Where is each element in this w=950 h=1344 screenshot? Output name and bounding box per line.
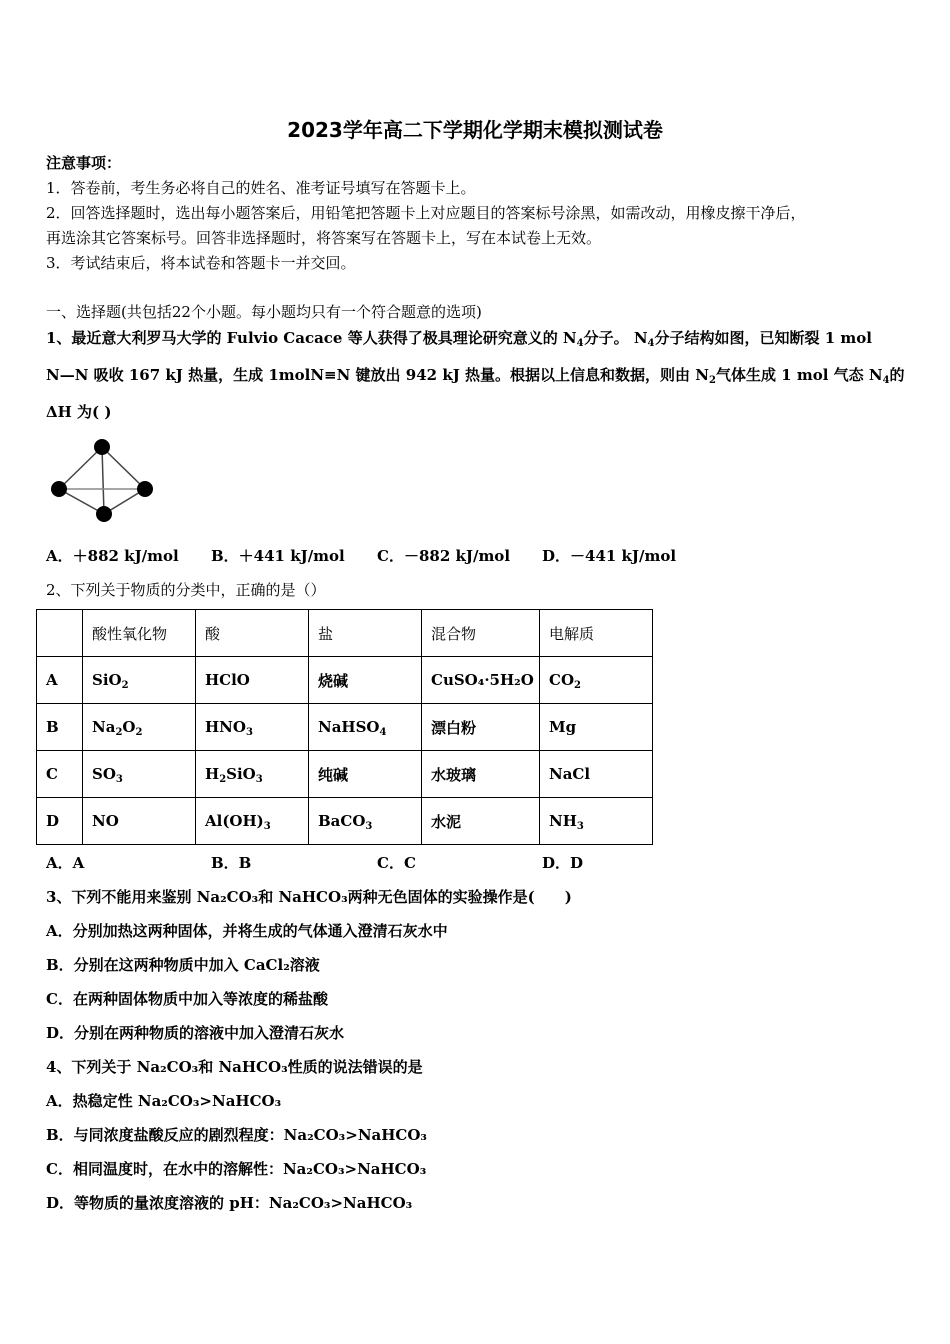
q2-option-d: D．D <box>542 854 584 872</box>
table-cell: NaHSO$_4$ <box>309 704 422 751</box>
notice-item-3: 3．考试结束后，将本试卷和答题卡一并交回。 <box>46 254 356 272</box>
header-cell <box>37 610 83 657</box>
q1-option-a: A．＋882 kJ/mol <box>46 547 179 565</box>
n4-molecule-diagram <box>44 438 160 524</box>
notice-heading: 注意事项： <box>46 154 122 172</box>
table-cell: NO <box>83 798 196 845</box>
table-cell: $Al(OH)_3$ <box>196 798 309 845</box>
table-cell: $NH_3$ <box>540 798 653 845</box>
q4-option-a: A．热稳定性 Na₂CO₃>NaHCO₃ <box>46 1092 282 1110</box>
q2-option-b: B．B <box>211 854 252 872</box>
table-header-row <box>37 610 653 657</box>
table-cell: $Na_2O_2$ <box>83 704 196 751</box>
q4-option-c: C．相同温度时，在水中的溶解性：Na₂CO₃>NaHCO₃ <box>46 1160 427 1178</box>
table-cell: 纯碱 <box>309 751 422 798</box>
page-title: 2023学年高二下学期化学期末模拟测试卷 <box>287 118 663 142</box>
table-row <box>37 704 653 751</box>
table-cell: 漂白粉 <box>422 704 540 751</box>
q1-option-b: B．＋441 kJ/mol <box>211 547 345 565</box>
header-cell: 电解质 <box>540 610 653 657</box>
section-heading: 一、选择题(共包括22个小题。每小题均只有一个符合题意的选项) <box>46 303 482 321</box>
table-cell: NaCl <box>540 751 653 798</box>
q1-stem-line2: N—N 吸收 167 kJ 热量，生成 1molN≡N 键放出 942 kJ 热量。根据以上信息和数据，则由 $N_2$气体生成 1 mol 气态 $N_4$的 <box>46 366 905 386</box>
q1-stem-line3: ΔH 为( ) <box>46 403 112 421</box>
row-label: D <box>37 798 83 845</box>
q2-stem: 2、下列关于物质的分类中，正确的是（） <box>46 581 326 599</box>
q4-option-d: D．等物质的量浓度溶液的 pH：Na₂CO₃>NaHCO₃ <box>46 1194 413 1212</box>
q1-option-c: C．－882 kJ/mol <box>377 547 511 565</box>
header-cell: 盐 <box>309 610 422 657</box>
table-cell: SiO$_2$ <box>83 657 196 704</box>
header-cell: 酸 <box>196 610 309 657</box>
table-cell: BaCO$_3$ <box>309 798 422 845</box>
table-cell: 烧碱 <box>309 657 422 704</box>
table-row <box>37 751 653 798</box>
q2-option-c: C．C <box>377 854 416 872</box>
table-cell: Mg <box>540 704 653 751</box>
table-cell: 水泥 <box>422 798 540 845</box>
q1-option-d: D．－441 kJ/mol <box>542 547 677 565</box>
notice-item-1: 1．答卷前，考生务必将自己的姓名、准考证号填写在答题卡上。 <box>46 179 476 197</box>
table-cell: $HNO_3$ <box>196 704 309 751</box>
table-cell: $CO_2$ <box>540 657 653 704</box>
header-cell: 酸性氧化物 <box>83 610 196 657</box>
notice-item-2-cont: 再选涂其它答案标号。回答非选择题时，将答案写在答题卡上，写在本试卷上无效。 <box>46 229 602 247</box>
q1-stem-line1: 1、最近意大利罗马大学的 Fulvio Cacace 等人获得了极具理论研究意义的 $N_4$分子。 $N_4$分子结构如图，已知断裂 1 mol <box>46 329 872 349</box>
q3-stem: 3、下列不能用来鉴别 Na₂CO₃和 NaHCO₃两种无色固体的实验操作是( ) <box>46 888 572 906</box>
table-row <box>37 657 653 704</box>
q3-option-c: C．在两种固体物质中加入等浓度的稀盐酸 <box>46 990 328 1008</box>
q4-stem: 4、下列关于 Na₂CO₃和 NaHCO₃性质的说法错误的是 <box>46 1058 423 1076</box>
table-cell: $H_2SiO_3$ <box>196 751 309 798</box>
table-cell: HClO <box>196 657 309 704</box>
q3-option-d: D．分别在两种物质的溶液中加入澄清石灰水 <box>46 1024 345 1042</box>
classification-table <box>36 609 653 845</box>
q4-option-b: B．与同浓度盐酸反应的剧烈程度：Na₂CO₃>NaHCO₃ <box>46 1126 428 1144</box>
row-label: B <box>37 704 83 751</box>
q3-option-b: B．分别在这两种物质中加入 CaCl₂溶液 <box>46 956 320 974</box>
table-cell: 水玻璃 <box>422 751 540 798</box>
header-cell: 混合物 <box>422 610 540 657</box>
table-row <box>37 798 653 845</box>
notice-item-2: 2．回答选择题时，选出每小题答案后，用铅笔把答题卡上对应题目的答案标号涂黑，如需改动，用橡皮擦干净后， <box>46 204 806 222</box>
q3-option-a: A．分别加热这两种固体，并将生成的气体通入澄清石灰水中 <box>46 922 448 940</box>
table-cell: CuSO₄·5H₂O <box>422 657 540 704</box>
table-cell: $SO_3$ <box>83 751 196 798</box>
row-label: A <box>37 657 83 704</box>
q2-option-a: A．A <box>46 854 85 872</box>
row-label: C <box>37 751 83 798</box>
